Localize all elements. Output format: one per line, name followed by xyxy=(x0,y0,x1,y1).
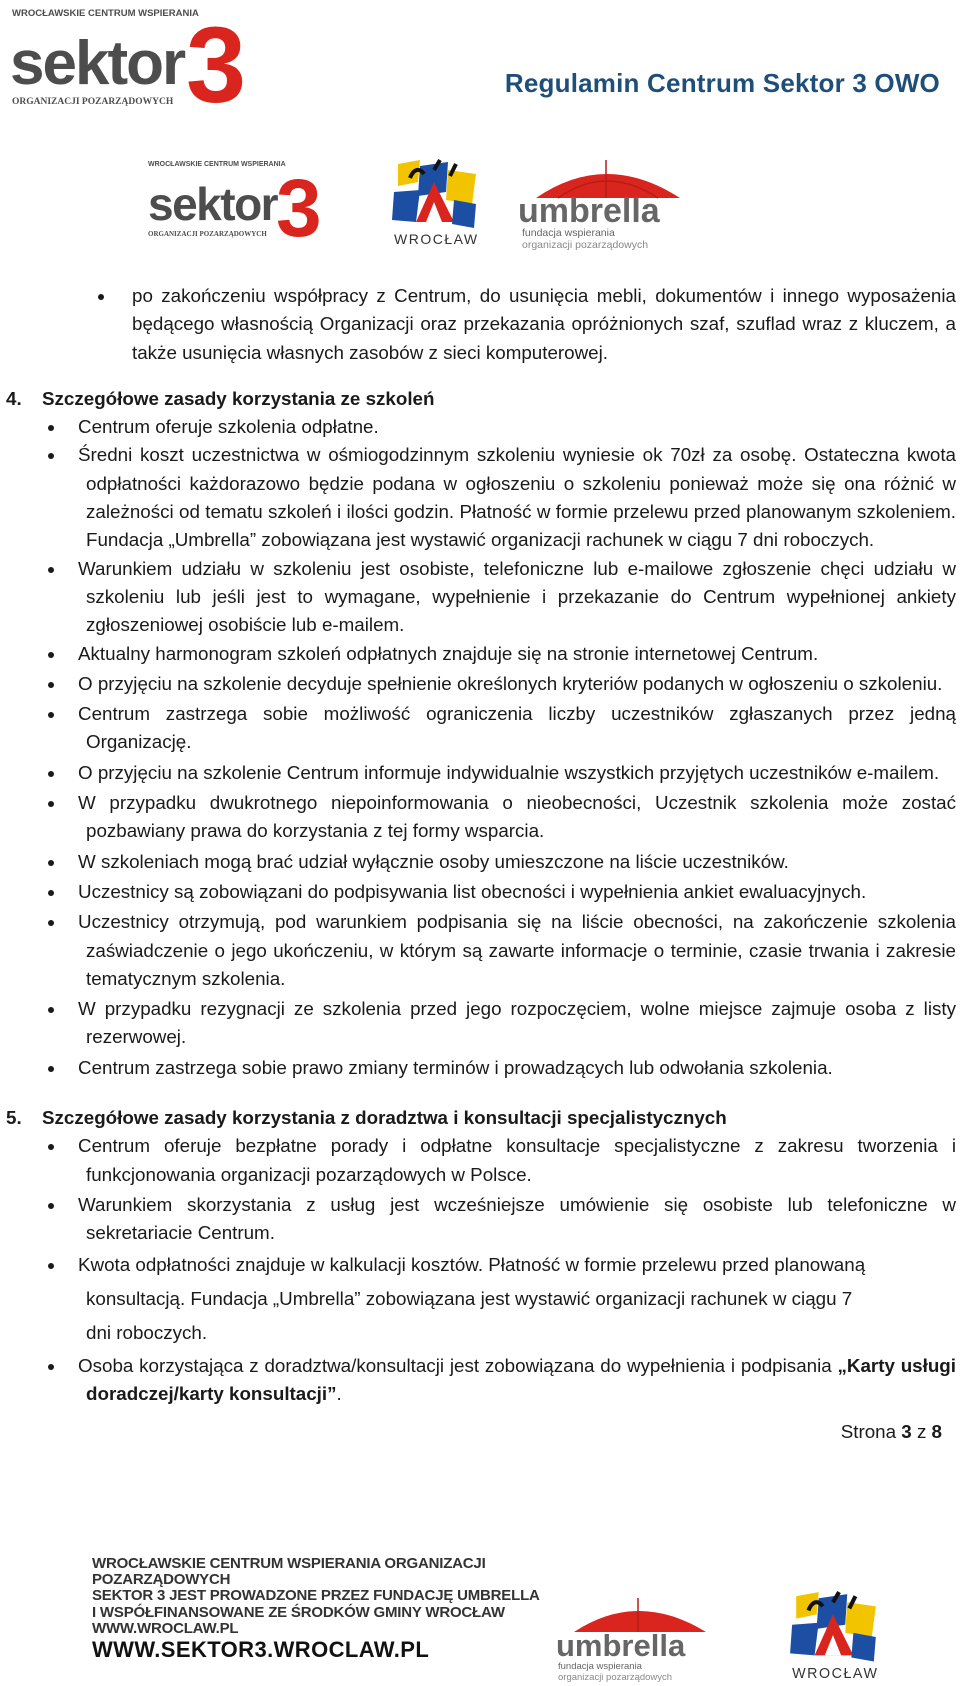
umbrella-logo xyxy=(518,152,694,250)
footer-line: WROCŁAWSKIE CENTRUM WSPIERANIA ORGANIZACJI POZARZĄDOWYCH xyxy=(92,1555,486,1589)
continued-bullet: po zakończeniu współpracy z Centrum, do usunięcia mebli, dokumentów i innego wyposażenia będącego własnością Organizacji oraz przekazania opróżnionych szaf, szuflad wraz z kluczem, a także usunięcia własnych zasobów z sieci komputerowej. xyxy=(0,282,960,367)
logo-bottom-text: ORGANIZACJI POZARZĄDOWYCH xyxy=(12,97,174,107)
partner-logos xyxy=(0,150,960,250)
list-item: Warunkiem udziału w szkoleniu jest osobiste, telefoniczne lub e-mailowe zgłoszenie chęci udziału w szkoleniu lub jeśli jest to wymagane, wypełnienie i przekazanie do Centrum wypełnionej ankiety zgłoszeniowej osobiście lub e-mailem. xyxy=(0,555,960,640)
umbrella-tagline-2: organizacji pozarządowych xyxy=(522,239,649,250)
footer-line: I WSPÓŁFINANSOWANE ZE ŚRODKÓW GMINY WROCŁAW xyxy=(92,1603,505,1621)
section-5-number: 5. xyxy=(6,1107,22,1129)
list-item: Uczestnicy otrzymują, pod warunkiem podpisania się na liście obecności, na zakończenie szkolenia zaświadczenie o jego ukończeniu, w którym są zawarte informacje o terminie, czasie trwania i zakresie tematycznym szkolenia. xyxy=(0,908,960,993)
footer-line: SEKTOR 3 JEST PROWADZONE PRZEZ FUNDACJĘ UMBRELLA xyxy=(92,1587,540,1605)
footer-umbrella-tagline-1: fundacja wspierania xyxy=(558,1661,642,1672)
section-4-heading xyxy=(0,385,960,413)
sektor3-logo-small xyxy=(148,158,348,250)
logo-small-top-text: WROCŁAWSKIE CENTRUM WSPIERANIA xyxy=(148,161,286,168)
list-item: Kwota odpłatności znajduje w kalkulacji kosztów. Płatność w formie przelewu przed planowaną konsultacją. Fundacja „Umbrella” zobowiązana jest wystawić organizacji rachunek w ciągu 7 dni roboczych. xyxy=(0,1248,960,1350)
section-5-title: Szczegółowe zasady korzystania z doradztwa i konsultacji specjalistycznych xyxy=(42,1107,727,1129)
page-of: z xyxy=(916,1421,927,1443)
footer-wroclaw-text: WROCŁAW xyxy=(792,1665,879,1682)
logo-small-name: sektor xyxy=(148,178,278,230)
logo-name: sektor xyxy=(10,29,185,98)
umbrella-tagline-1: fundacja wspierania xyxy=(522,227,615,239)
footer-line: WWW.WROCLAW.PL xyxy=(92,1619,239,1637)
page-current: 3 xyxy=(901,1421,912,1443)
wroclaw-logo xyxy=(390,156,482,250)
list-item: Uczestnicy są zobowiązani do podpisywania list obecności i wypełnienia ankiet ewaluacyjnych. xyxy=(0,878,960,906)
list-item: Centrum oferuje szkolenia odpłatne. xyxy=(0,413,960,441)
section-4-number: 4. xyxy=(6,387,22,409)
footer-text xyxy=(92,1556,562,1663)
wroclaw-logo-text: WROCŁAW xyxy=(394,231,479,247)
logo-small-digit: 3 xyxy=(276,163,322,250)
list-item: Średni koszt uczestnictwa w ośmiogodzinnym szkoleniu wyniesie ok 70zł za osobę. Ostateczna kwota odpłatności każdorazowo będzie podana w ogłoszeniu o szkoleniu ponieważ może się ona różnić w zależności od tematu szkoleń i ilości godzin. Płatność w formie przelewu przed planowanym szkoleniem. Fundacja „Umbrella” zobowiązana jest wystawić organizacji rachunek w ciągu 7 dni roboczych. xyxy=(0,441,960,554)
list-item: Centrum zastrzega sobie możliwość ograniczenia liczby uczestników zgłaszanych przez jedną Organizację. xyxy=(0,700,960,757)
list-item: W przypadku dwukrotnego niepoinformowania o nieobecności, Uczestnik szkolenia może zostać pozbawiany prawa do korzystania z tej formy wsparcia. xyxy=(0,789,960,846)
list-item-text: Osoba korzystająca z doradztwa/konsultacji jest zobowiązana do wypełnienia i podpisania xyxy=(78,1354,838,1376)
page-number xyxy=(0,1418,960,1446)
footer-wroclaw-logo xyxy=(786,1588,884,1684)
footer-umbrella-name: umbrella xyxy=(556,1628,686,1663)
document-body xyxy=(0,282,960,1446)
logo-top-text: WROCŁAWSKIE CENTRUM WSPIERANIA xyxy=(12,8,199,19)
sektor3-logo xyxy=(10,4,272,112)
list-item: W szkoleniach mogą brać udział wyłącznie osoby umieszczone na liście uczestników. xyxy=(0,848,960,876)
list-item: O przyjęciu na szkolenie decyduje spełnienie określonych kryteriów podanych w ogłoszeniu o szkoleniu. xyxy=(0,670,960,698)
list-item: Warunkiem skorzystania z usług jest wcześniejsze umówienie się osobiste lub telefoniczne w sekretariacie Centrum. xyxy=(0,1191,960,1248)
logo-small-bottom-text: ORGANIZACJI POZARZĄDOWYCH xyxy=(148,230,267,238)
section-4-title: Szczegółowe zasady korzystania ze szkoleń xyxy=(42,387,435,409)
list-item: W przypadku rezygnacji ze szkolenia przed jego rozpoczęciem, wolne miejsce zajmuje osoba z listy rezerwowej. xyxy=(0,995,960,1052)
document-title: Regulamin Centrum Sektor 3 OWO xyxy=(504,68,940,98)
umbrella-logo-name: umbrella xyxy=(518,192,660,230)
list-item: O przyjęciu na szkolenie Centrum informuje indywidualnie wszystkich przyjętych uczestników e-mailem. xyxy=(0,759,960,787)
page-label: Strona xyxy=(840,1421,897,1443)
section-5-heading xyxy=(0,1104,960,1132)
list-item-end: . xyxy=(336,1382,342,1404)
list-item: Aktualny harmonogram szkoleń odpłatnych znajduje się na stronie internetowej Centrum. xyxy=(0,640,960,668)
footer-umbrella-tagline-2: organizacji pozarządowych xyxy=(558,1672,673,1683)
list-item: Centrum zastrzega sobie prawo zmiany terminów i prowadzących lub odwołania szkolenia. xyxy=(0,1054,960,1082)
list-item: Centrum oferuje bezpłatne porady i odpłatne konsultacje specjalistyczne z zakresu tworzenia i funkcjonowania organizacji pozarządowych w Polsce. xyxy=(0,1132,960,1189)
footer-url: WWW.SEKTOR3.WROCLAW.PL xyxy=(92,1637,430,1663)
list-item xyxy=(0,1352,960,1409)
page-total: 8 xyxy=(931,1421,942,1443)
footer-umbrella-logo xyxy=(556,1590,716,1684)
logo-digit: 3 xyxy=(186,4,247,112)
list-item-bold: „Karty usługi doradczej/karty konsultacji” xyxy=(86,1354,956,1404)
